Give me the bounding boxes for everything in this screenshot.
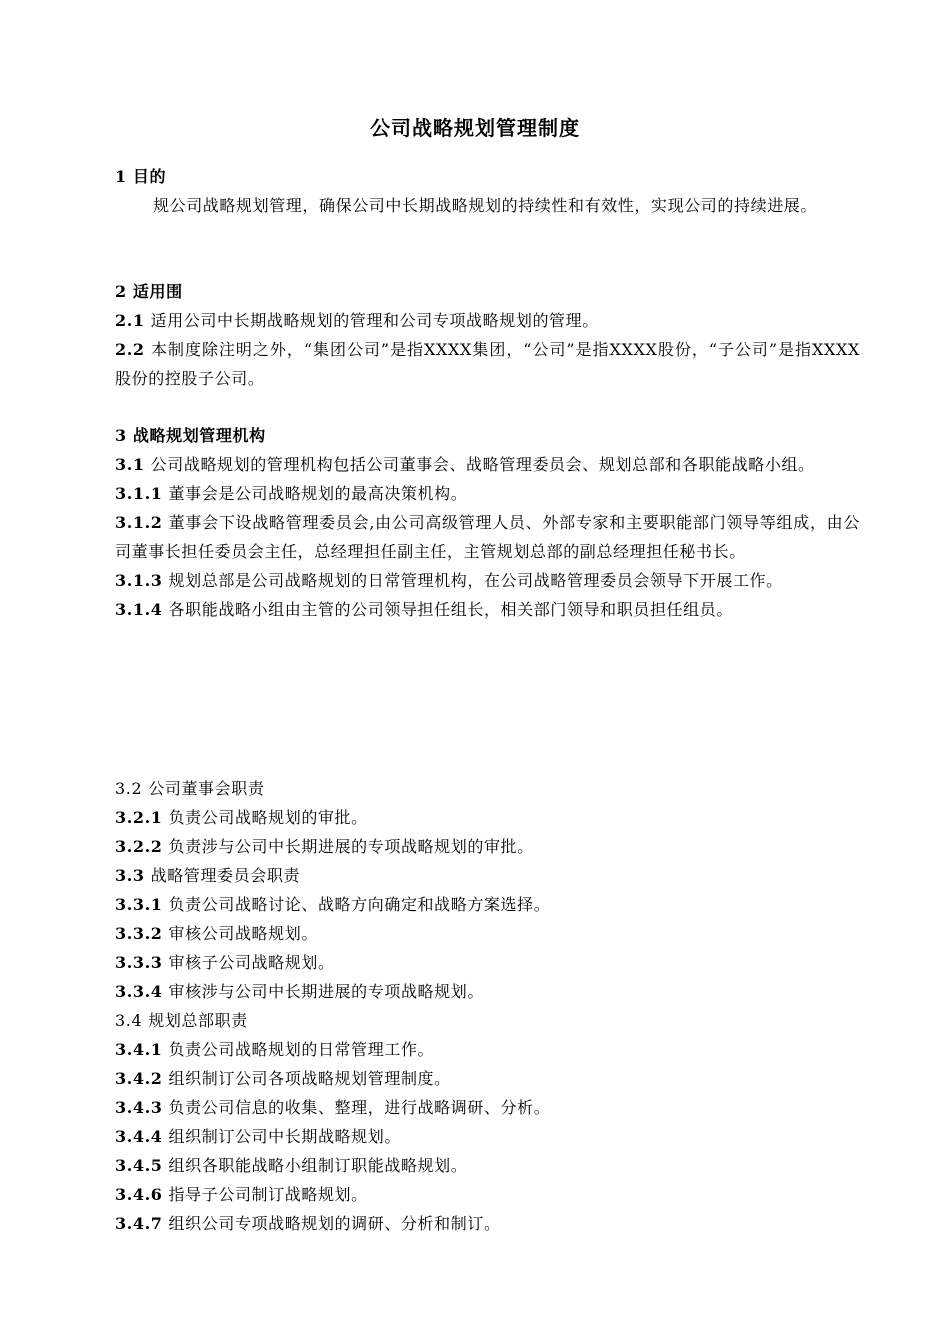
clause-number: 3.1.2 — [115, 513, 163, 532]
clause — [115, 1151, 860, 1180]
clause-number: 3.4.1 — [115, 1040, 163, 1059]
section-heading: 3 战略规划管理机构 — [115, 426, 266, 445]
clause — [115, 977, 860, 1006]
clause-number: 3.3.2 — [115, 924, 163, 943]
clause-number: 3.2.2 — [115, 837, 163, 856]
clause — [115, 306, 860, 335]
clause-number: 3.1.3 — [115, 571, 163, 590]
clause-text: 负责公司信息的收集、整理，进行战略调研、分析。 — [168, 1098, 551, 1117]
clause-text: 负责涉与公司中长期进展的专项战略规划的审批。 — [168, 837, 534, 856]
section-heading: 2 适用围 — [115, 282, 183, 301]
clause-text: 审核子公司战略规划。 — [168, 953, 335, 972]
clause-text: 负责公司战略规划的审批。 — [168, 808, 368, 827]
clause-number: 3.1.4 — [115, 600, 163, 619]
clause-number: 3.1 — [115, 455, 145, 474]
clause-text: 负责公司战略讨论、战略方向确定和战略方案选择。 — [168, 895, 551, 914]
clause-number: 3.4 — [115, 1011, 143, 1030]
clause — [115, 948, 860, 977]
section-responsibilities — [115, 774, 860, 1238]
clause-number: 3.4.6 — [115, 1185, 163, 1204]
section-organization — [115, 421, 860, 624]
clause-text: 负责公司战略规划的日常管理工作。 — [168, 1040, 435, 1059]
section-heading: 1 目的 — [115, 167, 167, 186]
clause-text: 规划总部是公司战略规划的日常管理机构，在公司战略管理委员会领导下开展工作。 — [168, 571, 783, 590]
clause — [115, 479, 860, 508]
clause — [115, 832, 860, 861]
clause-text: 组织公司专项战略规划的调研、分析和制订。 — [168, 1214, 501, 1233]
clause — [115, 508, 860, 566]
clause — [115, 335, 860, 393]
clause — [115, 774, 860, 803]
clause — [115, 595, 860, 624]
section-scope — [115, 277, 860, 393]
clause-text: 董事会是公司战略规划的最高决策机构。 — [168, 484, 468, 503]
clause — [115, 1035, 860, 1064]
clause — [115, 1209, 860, 1238]
clause — [115, 1006, 860, 1035]
clause-text: 审核公司战略规划。 — [168, 924, 318, 943]
clause-number: 2.2 — [115, 340, 145, 359]
clause-number: 3.4.5 — [115, 1156, 163, 1175]
clause — [115, 803, 860, 832]
clause-text: 公司董事会职责 — [148, 779, 265, 798]
clause-number: 3.3.1 — [115, 895, 163, 914]
clause-number: 3.3.4 — [115, 982, 163, 1001]
clause-number: 3.3.3 — [115, 953, 163, 972]
clause-text: 组织各职能战略小组制订职能战略规划。 — [168, 1156, 468, 1175]
clause — [115, 1122, 860, 1151]
clause-number: 3.2.1 — [115, 808, 163, 827]
clause-text: 战略管理委员会职责 — [150, 866, 301, 885]
document-title: 公司战略规划管理制度 — [370, 116, 580, 140]
clause — [115, 1064, 860, 1093]
clause — [115, 566, 860, 595]
clause-text: 本制度除注明之外，“集团公司”是指XXXX集团，“公司”是指XXXX股份，“子公司”是指XXXX股份的控股子公司。 — [115, 340, 860, 388]
clause-text: 公司战略规划的管理机构包括公司董事会、战略管理委员会、规划总部和各职能战略小组。 — [150, 455, 815, 474]
clause-text: 组织制订公司各项战略规划管理制度。 — [168, 1069, 451, 1088]
clause-text: 董事会下设战略管理委员会,由公司高级管理人员、外部专家和主要职能部门领导等组成，由公司董事长担任委员会主任，总经理担任副主任，主管规划总部的副总经理担任秘书长。 — [115, 513, 860, 561]
clause — [115, 919, 860, 948]
clause — [115, 890, 860, 919]
clause-text: 适用公司中长期战略规划的管理和公司专项战略规划的管理。 — [150, 311, 599, 330]
clause-text: 审核涉与公司中长期进展的专项战略规划。 — [168, 982, 484, 1001]
clause-number: 3.3 — [115, 866, 145, 885]
clause-text: 各职能战略小组由主管的公司领导担任组长，相关部门领导和职员担任组员。 — [168, 600, 733, 619]
clause-number: 3.4.3 — [115, 1098, 163, 1117]
clause — [115, 1180, 860, 1209]
clause — [115, 450, 860, 479]
section-body: 规公司战略规划管理，确保公司中长期战略规划的持续性和有效性，实现公司的持续进展。 — [153, 196, 818, 215]
section-purpose — [115, 162, 860, 220]
clause-number: 3.4.4 — [115, 1127, 163, 1146]
clause-number: 3.2 — [115, 779, 143, 798]
clause — [115, 861, 860, 890]
clause-number: 3.4.7 — [115, 1214, 163, 1233]
clause-number: 3.4.2 — [115, 1069, 163, 1088]
clause — [115, 1093, 860, 1122]
clause-text: 规划总部职责 — [148, 1011, 248, 1030]
clause-number: 2.1 — [115, 311, 145, 330]
clause-text: 指导子公司制订战略规划。 — [168, 1185, 368, 1204]
clause-number: 3.1.1 — [115, 484, 163, 503]
clause-text: 组织制订公司中长期战略规划。 — [168, 1127, 401, 1146]
